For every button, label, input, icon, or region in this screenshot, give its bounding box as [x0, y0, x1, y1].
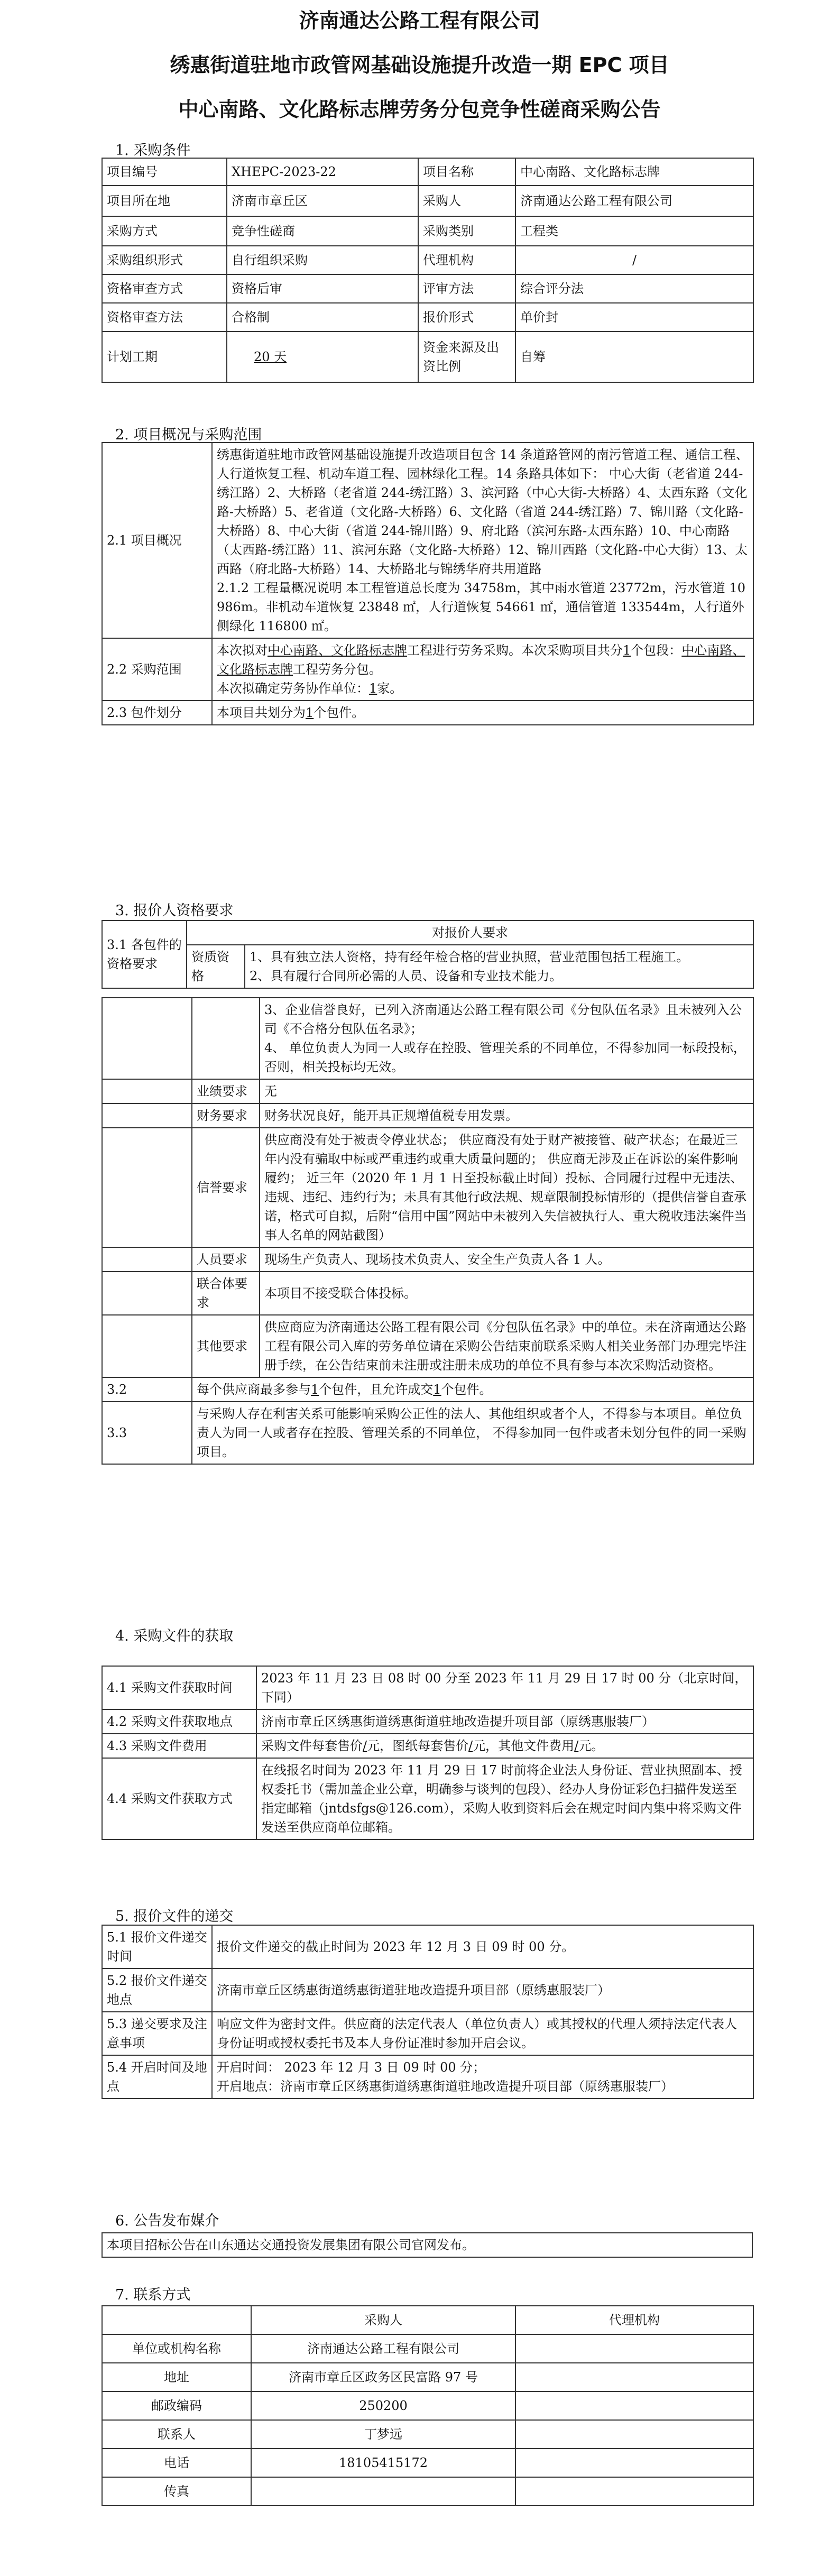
table-row	[102, 1103, 753, 1128]
media-table	[102, 2232, 753, 2258]
cell: 与采购人存在利害关系可能影响采购公正性的法人、其他组织或者个人，不得参与本项目。单位负责人为同一人或者存在控股、管理关系的不同单位， 不得参加同一包件或者未划分包件的同一采购项目。	[192, 1402, 753, 1464]
section-2-heading: 2. 项目概况与采购范围	[115, 427, 262, 443]
cell	[251, 2477, 515, 2506]
cell: 资金来源及出资比例	[418, 332, 515, 382]
cell: 在线报名时间为 2023 年 11 月 29 日 17 时前将企业法人身份证、营业执照副本、授权委托书（需加盖企业公章，明确参与谈判的包段）、经办人身份证彩色扫描件发送至指定邮箱（jntdsfgs@126.com），采购人收到资料后会在规定时间内集中将采购文件发送至供应商单位邮箱。	[256, 1758, 753, 1839]
cell: 3.1 各包件的资格要求	[102, 921, 187, 988]
cell: 自筹	[515, 332, 753, 382]
submission-table	[102, 1925, 754, 2099]
cell: 竞争性磋商	[227, 216, 418, 246]
cell	[515, 2391, 753, 2420]
cell: 资格后审	[227, 274, 418, 303]
cell: 济南通达公路工程有限公司	[251, 2334, 515, 2363]
cell: 供应商没有处于被责令停业状态； 供应商没有处于财产被接管、破产状态；在最近三年内没有骗取中标或严重违约或重大质量问题的； 供应商无涉及正在诉讼的案件影响履约； 近三年（2020 年 1 月 1 日至投标截止时间）投标、合同履行过程中无违法、违规、违纪、违约行为；未具有其他行政法规、规章限制投标情形的（提供信誉自查承诺，格式可自拟，后附“信用中国”网站中未被列入失信被执行人、重大税收违法案件当事人名单的网站截图）	[260, 1128, 753, 1247]
table-row	[102, 186, 753, 216]
cell	[102, 1272, 192, 1315]
text: 1	[369, 681, 377, 696]
text: 元，其他文件费用	[473, 1738, 575, 1753]
text: 家。	[377, 681, 403, 696]
section-5-heading: 5. 报价文件的递交	[115, 1908, 234, 1925]
cell: 项目编号	[102, 158, 227, 186]
cell: 5.4 开启时间及地点	[102, 2055, 212, 2099]
table-row	[102, 158, 753, 186]
cell: 本项目招标公告在山东通达交通投资发展集团有限公司官网发布。	[102, 2233, 752, 2257]
cell	[102, 2306, 251, 2334]
cell: 本项目不接受联合体投标。	[260, 1272, 753, 1315]
cell: 单位或机构名称	[102, 2334, 251, 2363]
cell: 邮政编码	[102, 2391, 251, 2420]
text: 每个供应商最多参与	[197, 1382, 311, 1397]
cell: 2.3 包件划分	[102, 701, 212, 725]
cell	[102, 998, 192, 1079]
cell	[227, 332, 418, 382]
cell	[515, 2477, 753, 2506]
text: 开启地点：济南市章丘区绣惠街道绣惠街道驻地改造提升项目部（原绣惠服装厂）	[217, 2079, 674, 2094]
text: 1、具有独立法人资格，持有经年检合格的营业执照，营业范围包括工程施工。	[250, 950, 689, 964]
cell	[102, 1128, 192, 1247]
table-row	[102, 274, 753, 303]
cell: 人员要求	[192, 1247, 260, 1272]
table-row	[102, 2420, 753, 2449]
document-acquisition-table	[102, 1666, 754, 1840]
table-row	[102, 246, 753, 274]
section-1-heading: 1. 采购条件	[115, 142, 191, 159]
cell: 评审方法	[418, 274, 515, 303]
table-row	[102, 945, 753, 988]
scope-cell	[212, 638, 753, 701]
text: 中心南路、文化路标志牌	[217, 643, 745, 677]
cell: 4.1 采购文件获取时间	[102, 1666, 256, 1709]
table-row	[102, 332, 753, 382]
table-row	[102, 1128, 753, 1247]
cell	[515, 2334, 753, 2363]
qualification-table-a	[102, 920, 754, 989]
cell: 2.2 采购范围	[102, 638, 212, 701]
table-row	[102, 2055, 753, 2099]
project-overview-table	[102, 442, 754, 725]
cell: 传真	[102, 2477, 251, 2506]
text: /	[468, 1738, 473, 1753]
table-row	[102, 2334, 753, 2363]
cell: 单价封	[515, 303, 753, 332]
table-row	[102, 1315, 753, 1377]
table-row	[102, 921, 753, 945]
cell: 合格制	[227, 303, 418, 332]
cell	[102, 1247, 192, 1272]
table-row	[102, 1758, 753, 1839]
table-row	[102, 2477, 753, 2506]
section-6-heading: 6. 公告发布媒介	[115, 2213, 219, 2229]
cell	[515, 2420, 753, 2449]
cell: 济南市章丘区绣惠街道绣惠街道驻地改造提升项目部（原绣惠服装厂）	[212, 1968, 753, 2012]
duration-value: 20 天	[254, 349, 287, 364]
cell: 采购组织形式	[102, 246, 227, 274]
cell: 资格审查方法	[102, 303, 227, 332]
cell: 代理机构	[515, 2306, 753, 2334]
cell	[192, 1377, 753, 1402]
cell	[245, 945, 753, 988]
cell: 联系人	[102, 2420, 251, 2449]
text: 4、 单位负责人为同一人或存在控股、管理关系的不同单位，不得参加同一标段投标，否则，相关投标均无效。	[264, 1041, 746, 1074]
table-row	[102, 1247, 753, 1272]
cell: 响应文件为密封文件。供应商的法定代表人（单位负责人）或其授权的代理人须持法定代表人身份证明或授权委托书及本人身份证准时参加开启会议。	[212, 2012, 753, 2055]
text: 1	[433, 1382, 441, 1397]
cell: 资格审查方式	[102, 274, 227, 303]
project-title: 绣惠街道驻地市政管网基础设施提升改造一期 EPC 项目	[170, 53, 669, 77]
text: 工程劳务分包。	[293, 662, 382, 677]
cell: 18105415172	[251, 2449, 515, 2477]
cell: 2.1 项目概况	[102, 443, 212, 638]
cell	[515, 2363, 753, 2391]
cell: 丁梦远	[251, 2420, 515, 2449]
text: 3、企业信誉良好，已列入济南通达公路工程有限公司《分包队伍名录》且未被列入公司《不合格分包队伍名录》；	[264, 1002, 742, 1036]
cell: 供应商应为济南通达公路工程有限公司《分包队伍名录》中的单位。未在济南通达公路工程有限公司入库的劳务单位请在采购公告结束前联系采购人相关业务部门办理完毕注册手续，在公告结束前未注册或注册未成功的单位不具有参与本次采购活动资格。	[260, 1315, 753, 1377]
overview-text: 绣惠街道驻地市政管网基础设施提升改造项目包含 14 条道路管网的南污管道工程、通信工程、人行道恢复工程、机动车道工程、园林绿化工程。14 条路具体如下： 中心大街（老省道 244-绣江路）2、大桥路（老省道 244-绣江路）3、滨河路（中心大街-大桥路）4、太西东路（文化路-大桥路）5、老省道（文化路-大桥路）6、文化路（省道 244-绣江路）7、锦川路（文化路-大桥路）8、中心大街（省道 244-锦川路）9、府北路（滨河东路-太西东路）10、中心南路（太西路-绣江路）11、滨河东路（文化路-大桥路）12、锦川西路（文化路-中心大街）13、太西路（府北路-大桥路）14、大桥路北与锦绣华府共用道路	[217, 447, 749, 576]
cell: 其他要求	[192, 1315, 260, 1377]
cell: 3.3	[102, 1402, 192, 1464]
cell: 财务状况良好，能开具正规增值税专用发票。	[260, 1103, 753, 1128]
text: 个包件，且允许成交	[319, 1382, 434, 1397]
table-row	[102, 2363, 753, 2391]
procurement-conditions-table	[102, 158, 754, 383]
cell: 济南市章丘区	[227, 186, 418, 216]
table-row	[102, 2306, 753, 2334]
table-row	[102, 1402, 753, 1464]
cell: 3.2	[102, 1377, 192, 1402]
cell: 地址	[102, 2363, 251, 2391]
table-row	[102, 1968, 753, 2012]
package-cell	[212, 701, 753, 725]
text: 开启时间： 2023 年 12 月 3 日 09 时 00 分；	[217, 2060, 486, 2075]
text: 元。	[578, 1738, 604, 1753]
cell: 4.2 采购文件获取地点	[102, 1709, 256, 1734]
cell: 代理机构	[418, 246, 515, 274]
cell: 综合评分法	[515, 274, 753, 303]
cell	[102, 1315, 192, 1377]
cell: 5.1 报价文件递交时间	[102, 1925, 212, 1968]
table-row	[102, 1079, 753, 1103]
text: 个包件。	[314, 705, 365, 720]
cell: 业绩要求	[192, 1079, 260, 1103]
contact-table	[102, 2305, 754, 2506]
table-row	[102, 1709, 753, 1734]
qualification-table-b	[102, 997, 754, 1465]
text: 本次拟对	[217, 643, 268, 658]
cell: 250200	[251, 2391, 515, 2420]
table-row	[102, 2012, 753, 2055]
table-row	[102, 1734, 753, 1758]
cell: 工程类	[515, 216, 753, 246]
cell: 5.2 报价文件递交地点	[102, 1968, 212, 2012]
cell: 4.4 采购文件获取方式	[102, 1758, 256, 1839]
table-row	[102, 998, 753, 1079]
text: /	[363, 1738, 367, 1753]
table-row	[102, 1666, 753, 1709]
cell: 电话	[102, 2449, 251, 2477]
cell: 计划工期	[102, 332, 227, 382]
text: 本次拟确定劳务协作单位：	[217, 681, 369, 696]
table-row	[102, 443, 753, 638]
table-row	[102, 2233, 752, 2257]
cell: 报价形式	[418, 303, 515, 332]
table-row	[102, 701, 753, 725]
text: 个包件。	[441, 1382, 492, 1397]
cell: 济南市章丘区政务区民富路 97 号	[251, 2363, 515, 2391]
cell: 采购类别	[418, 216, 515, 246]
project-number-value: XHEPC-2023-22	[227, 158, 418, 186]
section-7-heading: 7. 联系方式	[115, 2287, 191, 2303]
project-name-value: 中心南路、文化路标志牌	[515, 158, 753, 186]
cell: 对报价人要求	[187, 921, 753, 945]
cell: 4.3 采购文件费用	[102, 1734, 256, 1758]
cell: 项目所在地	[102, 186, 227, 216]
table-row	[102, 1272, 753, 1315]
cell	[515, 2449, 753, 2477]
cell	[102, 1103, 192, 1128]
cell	[256, 1734, 753, 1758]
overview-cell	[212, 443, 753, 638]
table-row	[102, 1377, 753, 1402]
text: 2、具有履行合同所必需的人员、设备和专业技术能力。	[250, 969, 563, 983]
text: 1	[623, 643, 631, 658]
cell	[192, 998, 260, 1079]
text: 采购文件每套售价	[261, 1738, 363, 1753]
cell	[212, 2055, 753, 2099]
quantity-text: 2.1.2 工程量概况说明 本工程管道总长度为 34758m，其中雨水管道 23772m，污水管道 10986m。非机动车道恢复 23848 ㎡，人行道恢复 54661 ㎡，通信管道 133544m，人行道外侧绿化 116800 ㎡。	[217, 581, 745, 633]
text: /	[574, 1738, 579, 1753]
cell: /	[515, 246, 753, 274]
cell: 采购方式	[102, 216, 227, 246]
cell: 联合体要求	[192, 1272, 260, 1315]
text: 本项目共划分为	[217, 705, 306, 720]
table-row	[102, 1925, 753, 1968]
cell: 现场生产负责人、现场技术负责人、安全生产负责人各 1 人。	[260, 1247, 753, 1272]
text: 1	[311, 1382, 319, 1397]
cell: 自行组织采购	[227, 246, 418, 274]
text: 中心南路、文化路标志牌	[268, 643, 407, 658]
section-3-heading: 3. 报价人资格要求	[115, 903, 234, 919]
cell	[260, 998, 753, 1079]
cell: 采购人	[251, 2306, 515, 2334]
announcement-title: 中心南路、文化路标志牌劳务分包竞争性磋商采购公告	[178, 98, 661, 121]
cell: 信誉要求	[192, 1128, 260, 1247]
cell: 无	[260, 1079, 753, 1103]
cell: 济南市章丘区绣惠街道绣惠街道驻地改造提升项目部（原绣惠服装厂）	[256, 1709, 753, 1734]
company-title: 济南通达公路工程有限公司	[299, 9, 540, 32]
text: 1	[306, 705, 314, 720]
cell: 5.3 递交要求及注意事项	[102, 2012, 212, 2055]
table-row	[102, 303, 753, 332]
cell: 财务要求	[192, 1103, 260, 1128]
cell: 采购人	[418, 186, 515, 216]
text: 元，图纸每套售价	[367, 1738, 469, 1753]
cell	[102, 1079, 192, 1103]
text: 工程进行劳务采购。本次采购项目共分	[407, 643, 623, 658]
table-row	[102, 638, 753, 701]
section-4-heading: 4. 采购文件的获取	[115, 1628, 234, 1644]
text: 个包段：	[631, 643, 682, 658]
cell: 2023 年 11 月 23 日 08 时 00 分至 2023 年 11 月 29 日 17 时 00 分（北京时间，下同）	[256, 1666, 753, 1709]
cell: 报价文件递交的截止时间为 2023 年 12 月 3 日 09 时 00 分。	[212, 1925, 753, 1968]
table-row	[102, 2449, 753, 2477]
cell: 项目名称	[418, 158, 515, 186]
cell: 济南通达公路工程有限公司	[515, 186, 753, 216]
cell: 资质资格	[187, 945, 245, 988]
table-row	[102, 216, 753, 246]
table-row	[102, 2391, 753, 2420]
